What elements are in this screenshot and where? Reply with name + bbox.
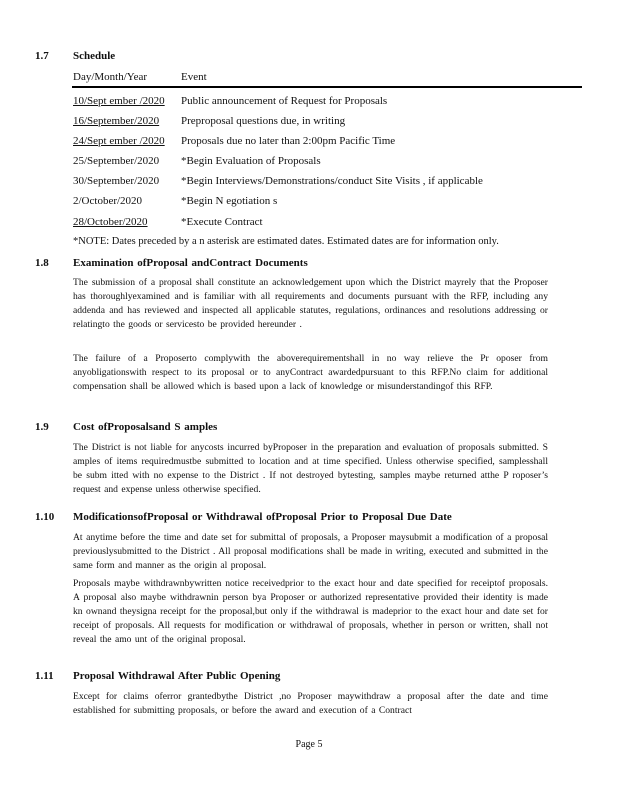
schedule-header-date: Day/Month/Year [73,71,148,83]
schedule-date-3: 24/Sept ember /2020 [73,135,165,147]
schedule-date-6: 2/October/2020 [73,195,143,207]
section-title-modifications: ModificationsofProposal or Withdrawal ofProposal Prior to Proposal Due Date [73,511,452,523]
section-number-1-10: 1.10 [35,511,55,523]
paragraph-examination-1: The submission of a proposal shall constitute an acknowledgement upon which the District mayrely that the Proposer has thoroughlyexamined and is familiar with all requirements and documents pursuant with the RFP, including any addenda and has reviewed and inspected all applicable statutes, regulations, ordinances and resolutions addressing or relatingto the goods or servicesto be provided hereunder . [73,277,548,330]
paragraph-cost-of-proposals: The District is not liable for anycosts incurred byProposer in the preparation and evaluation of proposals submitted. S amples of items requiredmustbe submitted to location and at time specified. Unless otherwise specified, samplesshall be subm itted with no expense to the District . If not destroyed bytesting, samples maybe returned atthe P roposer’s request and expense unless otherwise specified. [73,442,548,495]
section-title-schedule: Schedule [73,50,116,62]
section-number-1-7: 1.7 [35,50,49,62]
paragraph-modifications-1: At anytime before the time and date set for submittal of proposals, a Proposer maysubmit a modification of a proposal previouslysubmitted to the District . All proposal modifications shall be made in writing, executed and submitted in the same form and manner as the origin al proposal. [73,532,548,571]
schedule-event-2: Preproposal questions due, in writing [181,115,346,127]
schedule-note: *NOTE: Dates preceded by a n asterisk are estimated dates. Estimated dates are for information only. [73,236,499,247]
section-title-examination: Examination ofProposal andContract Documents [73,257,308,269]
schedule-event-4: *Begin Evaluation of Proposals [181,155,321,167]
paragraph-withdrawal-after-opening: Except for claims oferror grantedbythe District ,no Proposer maywithdraw a proposal after the date and time established for submitting proposals, or before the award and execution of a Contract [73,691,548,716]
paragraph-modifications-2: Proposals maybe withdrawnbywritten notice receivedprior to the exact hour and date specified for receiptof proposals. A proposal also maybe withdrawnin person bya Proposer or authorized representative provided their identity is made kn ownand theysigna receipt for the proposal,but only if the withdrawal is madeprior to the exact hour and date set for receipt of proposals. All requests for modification or withdrawal of proposals, whether in person or written, shall not reveal the amo unt of the original proposal. [73,578,548,645]
schedule-event-1: Public announcement of Request for Proposals [181,95,388,107]
section-title-withdrawal-after-opening: Proposal Withdrawal After Public Opening [73,670,281,682]
schedule-date-5: 30/September/2020 [73,175,160,187]
schedule-date-2: 16/September/2020 [73,115,160,127]
section-number-1-8: 1.8 [35,257,49,269]
page-number: Page 5 [295,739,323,750]
paragraph-examination-2: The failure of a Proposerto complywith the aboverequirementshall in no way relieve the Pr oposer from anyobligationswith respect to its proposal or to anyContract awardedpursuant to this RFP.No claim for additional compensation shall be allowed which is based upon a lack of knowledge or misunderstandingof this RFP. [73,353,548,392]
schedule-header-event: Event [181,71,207,83]
schedule-event-7: *Execute Contract [181,216,263,228]
schedule-date-7: 28/October/2020 [73,216,148,228]
schedule-event-5: *Begin Interviews/Demonstrations/conduct Site Visits , if applicable [181,175,483,187]
section-number-1-9: 1.9 [35,421,49,433]
schedule-header-rule [72,86,582,88]
section-number-1-11: 1.11 [35,670,54,682]
schedule-event-3: Proposals due no later than 2:00pm Pacific Time [181,135,396,147]
schedule-event-6: *Begin N egotiation s [181,195,278,207]
section-title-cost-of-proposals: Cost ofProposalsand S amples [73,421,218,433]
schedule-date-1: 10/Sept ember /2020 [73,95,165,107]
schedule-date-4: 25/September/2020 [73,155,160,167]
